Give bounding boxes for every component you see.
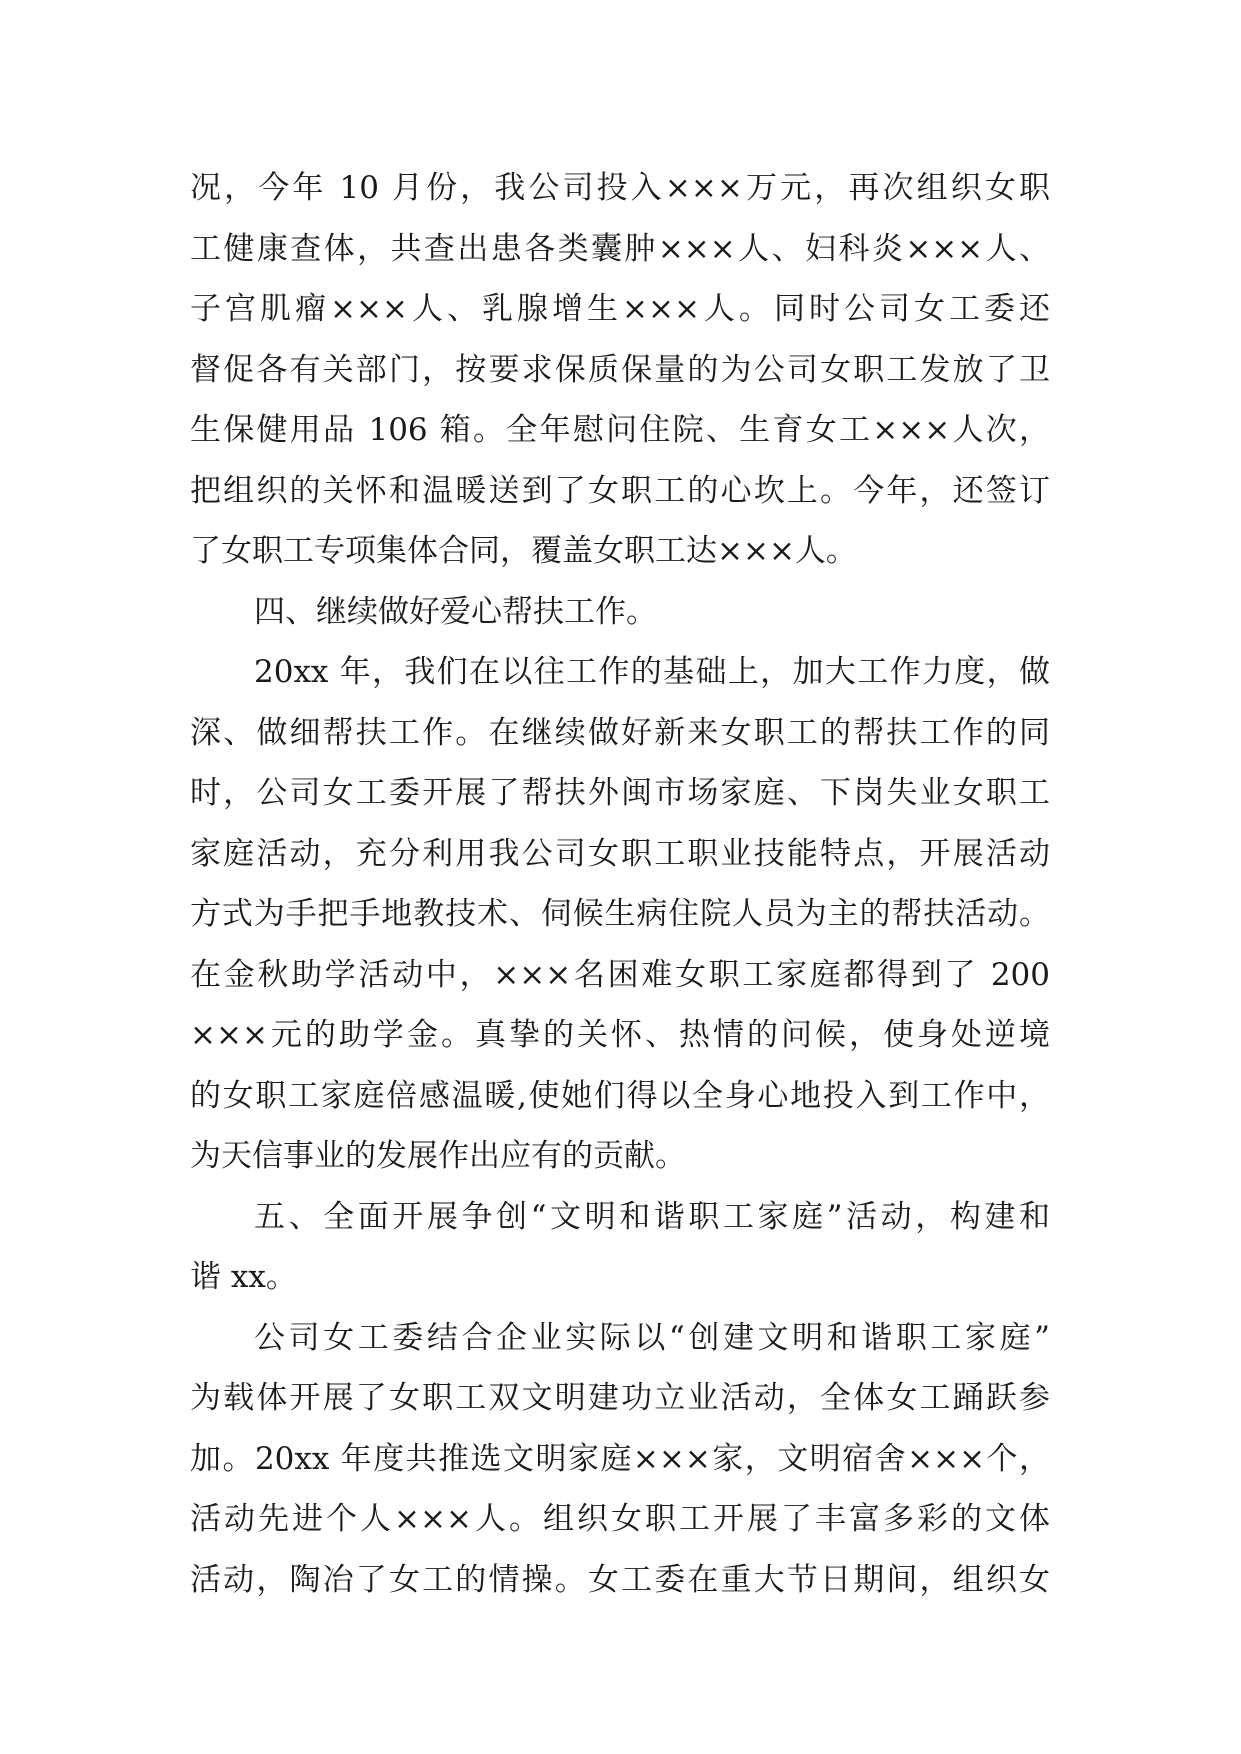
text-line: 活动，陶冶了女工的情操。女工委在重大节日期间，组织女	[190, 1561, 1050, 1598]
text-line: 的女职工家庭倍感温暖,使她们得以全身心地投入到工作中，	[190, 1077, 1050, 1114]
text-line: 公司女工委结合企业实际以“创建文明和谐职工家庭”	[254, 1319, 1050, 1356]
text-line: 活动先进个人×××人。组织女职工开展了丰富多彩的文体	[190, 1501, 1050, 1537]
text-line: 工健康查体，共查出患各类囊肿×××人、妇科炎×××人、	[190, 230, 1050, 267]
text-line: 在金秋助学活动中，×××名困难女职工家庭都得到了 200	[190, 956, 1050, 993]
text-line: 方式为手把手地教技术、伺候生病住院人员为主的帮扶活动。	[190, 896, 1050, 932]
text-line: 况，今年 10 月份，我公司投入×××万元，再次组织女职	[190, 170, 1050, 206]
text-line: 为载体开展了女职工双文明建功立业活动，全体女工踊跃参	[190, 1380, 1050, 1416]
text-line: 深、做细帮扶工作。在继续做好新来女职工的帮扶工作的同	[190, 714, 1050, 751]
text-line: 谐 xx。	[190, 1259, 297, 1295]
text-line: 为天信事业的发展作出应有的贡献。	[190, 1138, 686, 1174]
document-body	[190, 158, 1050, 1610]
text-line: 了女职工专项集体合同，覆盖女职工达×××人。	[190, 533, 857, 569]
text-line: 家庭活动，充分利用我公司女职工职业技能特点，开展活动	[190, 835, 1050, 872]
text-line: 20xx 年，我们在以往工作的基础上，加大工作力度，做	[254, 654, 1050, 690]
text-line: 五、全面开展争创“文明和谐职工家庭”活动，构建和	[254, 1198, 1050, 1235]
text-line: 督促各有关部门，按要求保质保量的为公司女职工发放了卫	[190, 351, 1050, 388]
text-line: 四、继续做好爱心帮扶工作。	[254, 593, 657, 630]
text-line: ×××元的助学金。真挚的关怀、热情的问候，使身处逆境	[190, 1017, 1050, 1053]
text-line: 子宫肌瘤×××人、乳腺增生×××人。同时公司女工委还	[190, 291, 1050, 327]
text-line: 生保健用品 106 箱。全年慰问住院、生育女工×××人次，	[190, 412, 1050, 448]
text-line: 加。20xx 年度共推选文明家庭×××家，文明宿舍×××个，	[190, 1440, 1050, 1477]
text-line: 把组织的关怀和温暖送到了女职工的心坎上。今年，还签订	[190, 472, 1050, 509]
text-line: 时，公司女工委开展了帮扶外闽市场家庭、下岗失业女职工	[190, 775, 1050, 811]
